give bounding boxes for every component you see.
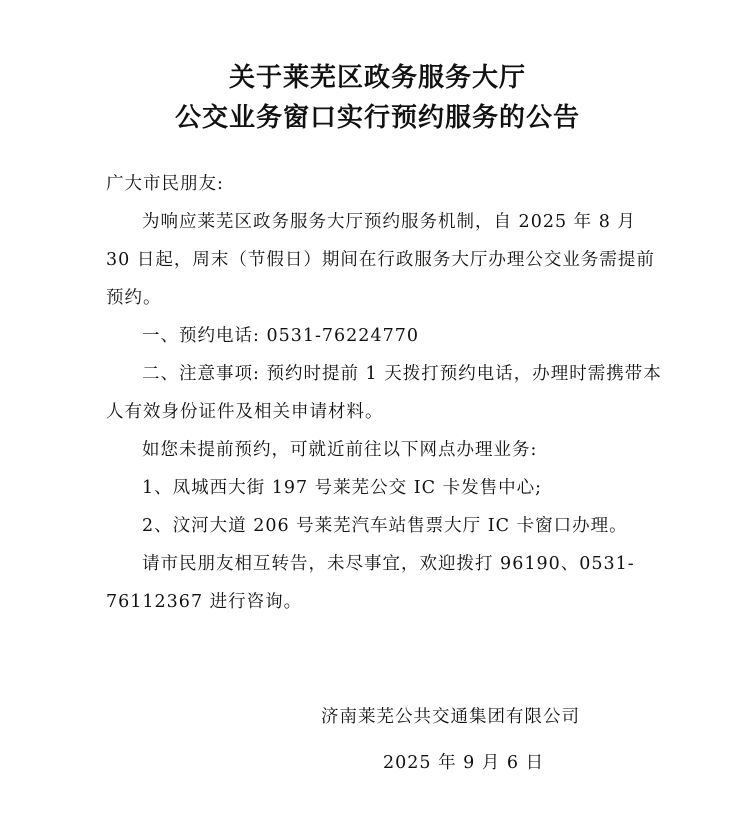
title-line-2: 公交业务窗口实行预约服务的公告 [174,103,580,133]
salutation: 广大市民朋友: [106,174,224,194]
intro-paragraph: 为响应莱芜区政务服务大厅预约服务机制，自 2025 年 8 月 30 日起，周末（节假日）期间在行政服务大厅办理公交业务需提前预约。 [106,212,655,308]
signature-organization: 济南莱芜公共交通集团有限公司 [321,707,580,727]
reservation-phone-item: 一、预约电话: 0531-76224770 [142,326,419,346]
closing-paragraph: 请市民朋友相互转告，未尽事宜，欢迎拨打 96190、0531-76112367 进行咨询。 [106,554,635,612]
alternative-paragraph: 如您未提前预约，可就近前往以下网点办理业务: [142,440,538,460]
notice-body [106,165,662,621]
notice-title [0,58,755,138]
notes-item: 二、注意事项: 预约时提前 1 天拨打预约电话，办理时需携带本人有效身份证件及相关申请材料。 [106,364,662,422]
title-line-1: 关于莱芜区政务服务大厅 [228,63,526,93]
location-item-2: 2、汶河大道 206 号莱芜汽车站售票大厅 IC 卡窗口办理。 [142,516,628,536]
signature-date: 2025 年 9 月 6 日 [383,753,545,773]
location-item-1: 1、凤城西大街 197 号莱芜公交 IC 卡发售中心; [142,478,542,498]
